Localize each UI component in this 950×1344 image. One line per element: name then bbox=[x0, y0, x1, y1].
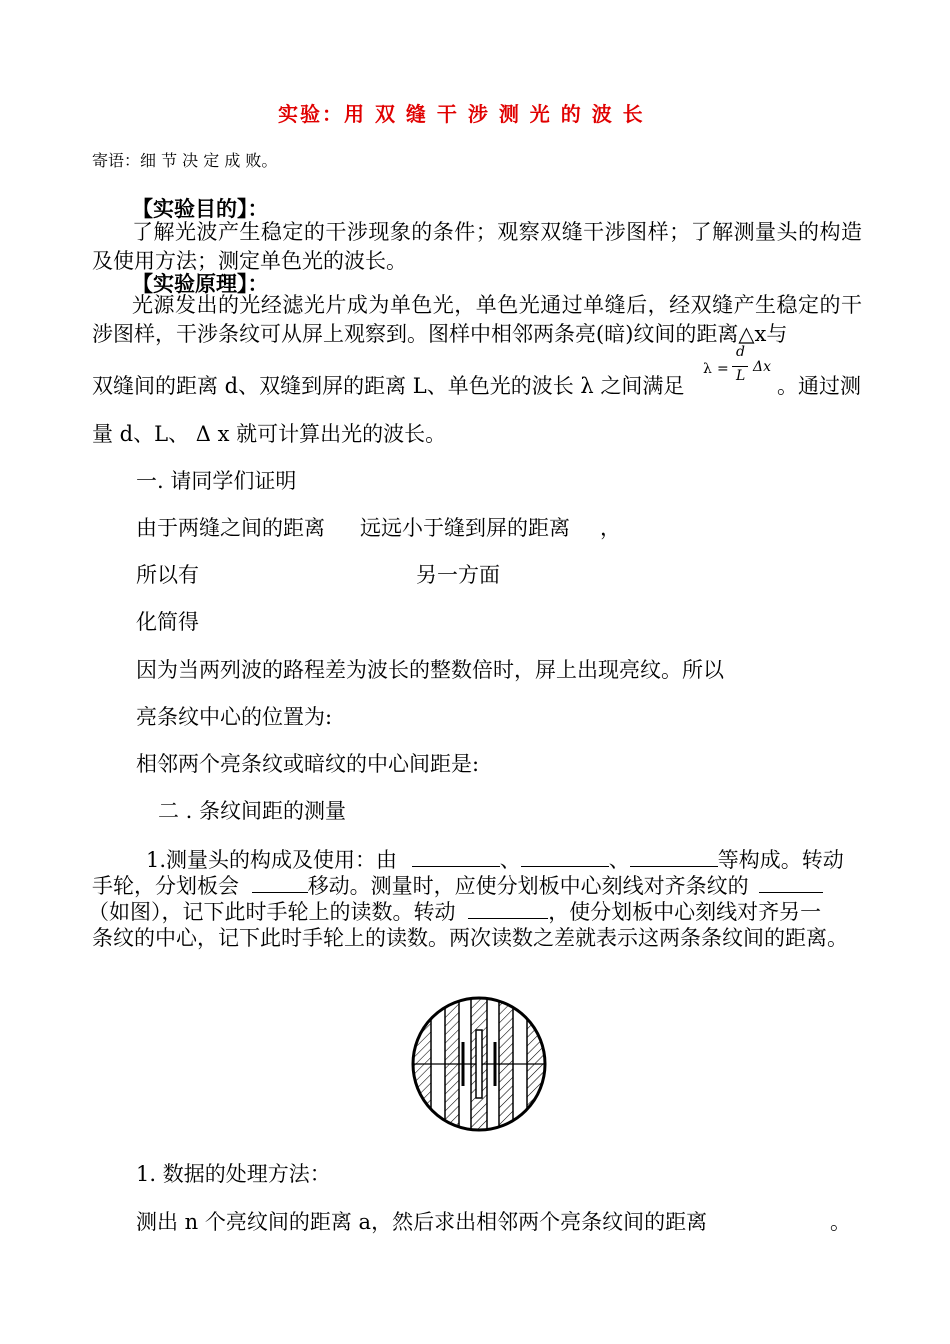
blank-1[interactable] bbox=[412, 844, 500, 867]
principle-line-2: 双缝间的距离 d、双缝到屏的距离 L、单色光的波长 λ 之间满足 bbox=[92, 374, 685, 398]
motto: 寄语：细 节 决 定 成 败。 bbox=[92, 151, 278, 170]
wavelength-formula bbox=[703, 344, 783, 394]
s2-item2-text-a: 测出 n 个亮纹间的距离 a，然后求出相邻两个亮条纹间的距离 bbox=[136, 1210, 708, 1234]
s2-p1-line4: 条纹的中心，记下此时手轮上的读数。两次读数之差就表示这两条条纹间的距离。 bbox=[92, 926, 848, 950]
s1-line6: 相邻两个亮条纹或暗纹的中心间距是: bbox=[136, 752, 480, 776]
formula-lambda: λ bbox=[703, 361, 712, 377]
blank-6[interactable] bbox=[468, 896, 548, 919]
principle-line-3: 量 d、L、 Δ x 就可计算出光的波长。 bbox=[92, 422, 447, 446]
s2-item2: 1. 数据的处理方法： bbox=[136, 1162, 331, 1186]
page-title: 实验：用 双 缝 干 涉 测 光 的 波 长 bbox=[278, 102, 645, 126]
reticle-fringe-figure bbox=[409, 994, 549, 1134]
s1-line3: 化简得 bbox=[136, 610, 199, 634]
section2-heading: 二 . 条纹间距的测量 bbox=[158, 799, 347, 823]
blank-5[interactable] bbox=[759, 870, 823, 893]
purpose-text: 了解光波产生稳定的干涉现象的条件；观察双缝干涉图样；了解测量头的构造及使用方法；测定单色光的波长。 bbox=[92, 220, 862, 273]
s1-line1b: 远远小于缝到屏的距离 bbox=[360, 516, 570, 540]
formula-equals: = bbox=[717, 361, 729, 377]
formula-fraction-bar bbox=[732, 366, 748, 367]
s2-p1-line2: 手轮，分划板会 移动。测量时，应使分划板中心刻线对齐条纹的 bbox=[92, 870, 823, 900]
s2-item2-text-b: 。 bbox=[830, 1210, 851, 1234]
s1-line4: 因为当两列波的路程差为波长的整数倍时，屏上出现亮纹。所以 bbox=[136, 658, 724, 682]
principle-heading: 【实验原理】： bbox=[132, 271, 269, 296]
s1-line1a: 由于两缝之间的距离 bbox=[136, 516, 325, 540]
blank-4[interactable] bbox=[252, 870, 308, 893]
s1-line5: 亮条纹中心的位置为: bbox=[136, 705, 333, 729]
formula-denominator: L bbox=[736, 368, 746, 384]
s1-line1c: ， bbox=[600, 516, 621, 540]
s2-p1-line1: 1.测量头的构成及使用：由 、 、 等构成。转动 bbox=[146, 844, 844, 874]
blank-3[interactable] bbox=[630, 844, 718, 867]
principle-line-2-end: 。通过测 bbox=[777, 374, 861, 398]
formula-numerator: d bbox=[736, 344, 745, 360]
purpose-heading: 【实验目的】： bbox=[132, 196, 269, 221]
s1-line2b: 另一方面 bbox=[416, 563, 500, 587]
principle-text: 光源发出的光经滤光片成为单色光，单色光通过单缝后，经双缝产生稳定的干涉图样，干涉条纹可从屏上观察到。图样中相邻两条亮(暗)纹间的距离△x与 bbox=[92, 293, 862, 346]
s2-p1-line3: （如图），记下此时手轮上的读数。转动 ，使分划板中心刻线对齐另一 bbox=[88, 896, 821, 926]
reticle-center-bar bbox=[476, 1030, 482, 1098]
s1-line2a: 所以有 bbox=[136, 563, 199, 587]
section1-heading: 一. 请同学们证明 bbox=[136, 469, 297, 493]
formula-delta-x: Δx bbox=[753, 359, 772, 375]
blank-2[interactable] bbox=[521, 844, 609, 867]
